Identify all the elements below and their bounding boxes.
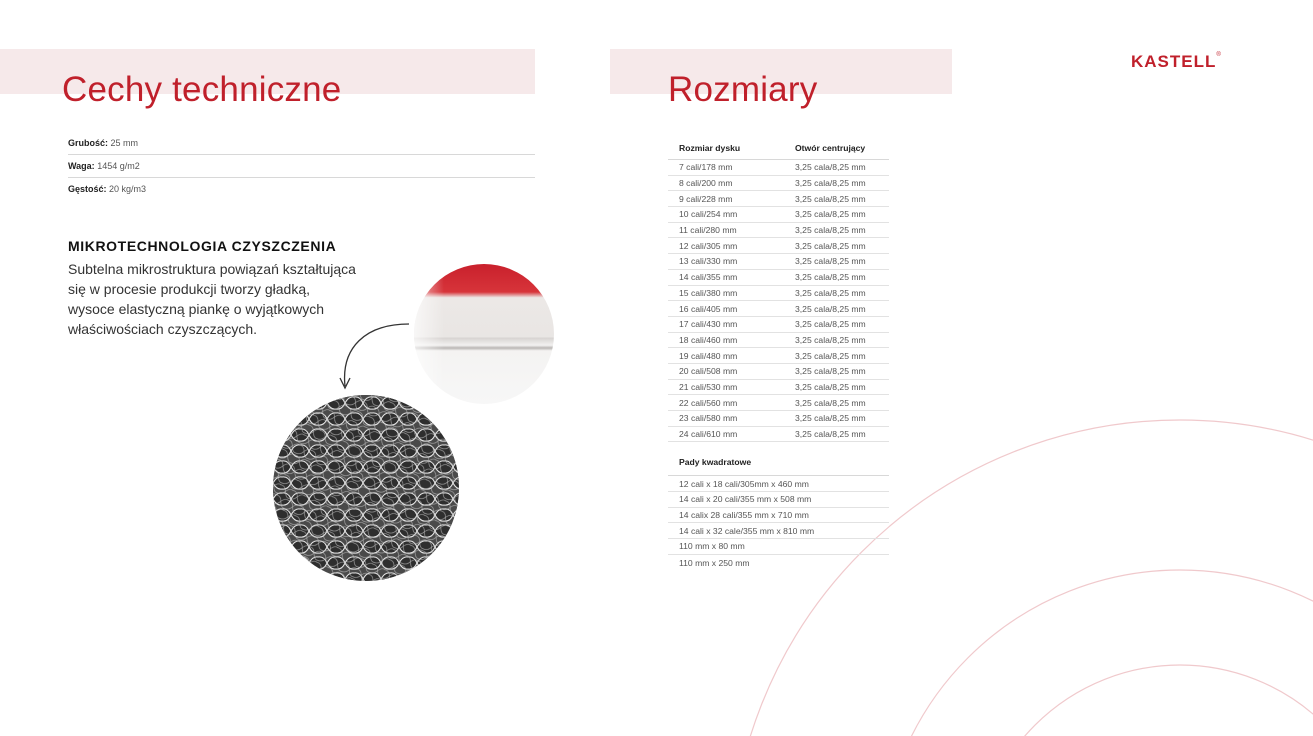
spec-row-thickness: Grubość: 25 mm [68,132,535,155]
table-row: 18 cali/460 mm 3,25 cala/8,25 mm [668,333,889,349]
square-pad-row: 12 cali x 18 cali/305mm x 460 mm [668,476,889,492]
table-row: 24 cali/610 mm 3,25 cala/8,25 mm [668,427,889,443]
section-title-features: Cechy techniczne [62,70,342,109]
table-row: 15 cali/380 mm 3,25 cala/8,25 mm [668,286,889,302]
table-row: 23 cali/580 mm 3,25 cala/8,25 mm [668,411,889,427]
brand-logo: KASTELL® [1131,52,1222,71]
table-row: 20 cali/508 mm 3,25 cala/8,25 mm [668,364,889,380]
spec-list [68,132,535,201]
micro-technology-description: Subtelna mikrostruktura powiązań kształtująca się w procesie produkcji tworzy gładką, wysoce elastyczną piankę o wyjątkowych właściwościach czyszczących. [68,261,356,337]
section-title-sizes: Rozmiary [668,70,818,109]
pad-cross-section-image [414,264,554,404]
table-row: 22 cali/560 mm 3,25 cala/8,25 mm [668,395,889,411]
table-row: 16 cali/405 mm 3,25 cala/8,25 mm [668,301,889,317]
table-row: 7 cali/178 mm 3,25 cala/8,25 mm [668,160,889,176]
curved-arrow-icon [335,318,425,398]
square-pads-heading: Pady kwadratowe [668,448,889,476]
table-row: 19 cali/480 mm 3,25 cala/8,25 mm [668,348,889,364]
spec-row-density: Gęstość: 20 kg/m3 [68,184,147,194]
spec-row-weight: Waga: 1454 g/m2 [68,155,535,178]
table-row: 17 cali/430 mm 3,25 cala/8,25 mm [668,317,889,333]
micro-technology-heading: MIKROTECHNOLOGIA CZYSZCZENIA [68,238,337,254]
table-row: 21 cali/530 mm 3,25 cala/8,25 mm [668,380,889,396]
square-pad-row: 110 mm x 80 mm [668,539,889,555]
table-row: 8 cali/200 mm 3,25 cala/8,25 mm [668,176,889,192]
table-row: 13 cali/330 mm 3,25 cala/8,25 mm [668,254,889,270]
disc-size-table [668,136,889,571]
table-row: 9 cali/228 mm 3,25 cala/8,25 mm [668,191,889,207]
table-row: 14 cali/355 mm 3,25 cala/8,25 mm [668,270,889,286]
foam-microstructure-image [273,395,459,581]
table-header: Rozmiar dysku Otwór centrujący [668,136,889,160]
table-row: 12 cali/305 mm 3,25 cala/8,25 mm [668,238,889,254]
square-pad-row: 14 calix 28 cali/355 mm x 710 mm [668,508,889,524]
square-pad-row: 14 cali x 20 cali/355 mm x 508 mm [668,492,889,508]
square-pad-row: 14 cali x 32 cale/355 mm x 810 mm [668,523,889,539]
table-row: 10 cali/254 mm 3,25 cala/8,25 mm [668,207,889,223]
square-pad-row: 110 mm x 250 mm [679,557,750,568]
table-row: 11 cali/280 mm 3,25 cala/8,25 mm [668,223,889,239]
